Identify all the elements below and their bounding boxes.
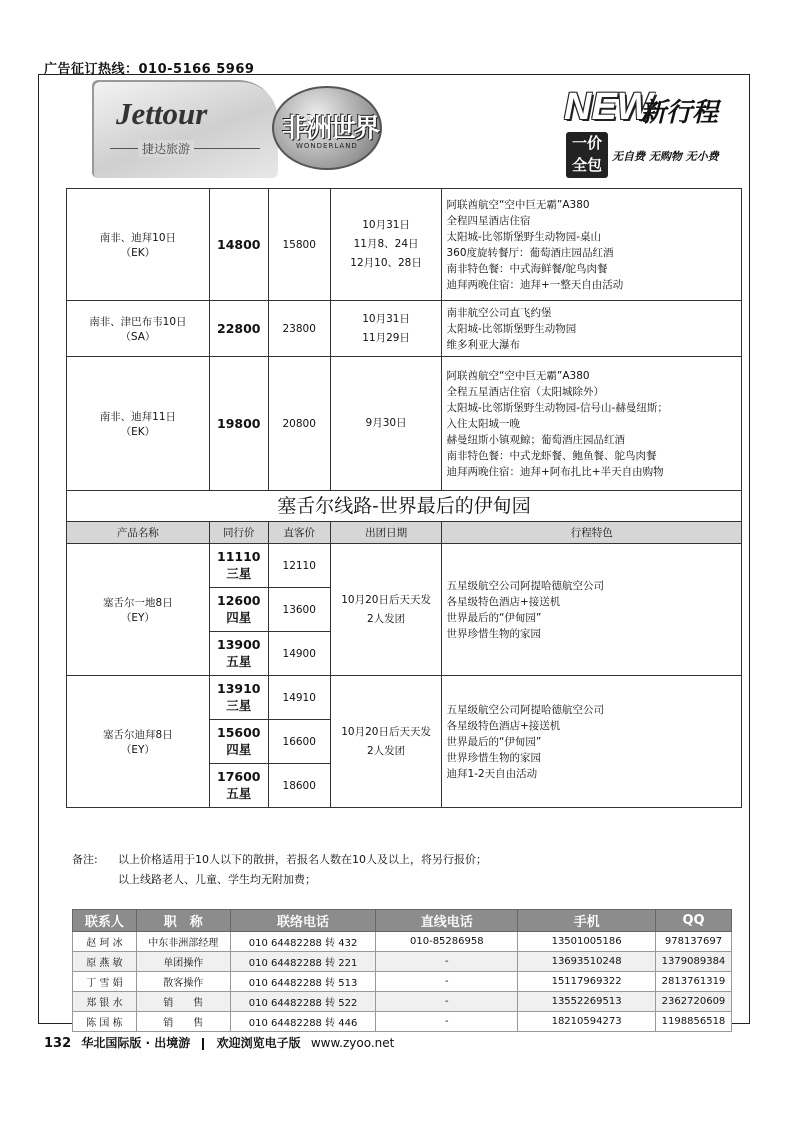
edition-label: 华北国际版 · 出境游: [81, 1036, 191, 1050]
page-number: 132: [44, 1036, 72, 1051]
table-row: 塞舌尔迪拜8日 （EY） 13910 三星 14910 10月20日后天天发 2人发团 五星级航空公司阿提哈德航空公司 各星级特色酒店+接送机 世界最后的“伊甸园” 世界珍惜生物的家园 迪拜1-2天自由活动: [67, 676, 742, 720]
departure-dates: 9月30日: [330, 357, 442, 491]
page-footer: [44, 1034, 394, 1051]
table-row: 南非、迪拜11日 （EK） 19800 20800 9月30日 阿联酋航空“空中巨无霸”A380 全程五星酒店住宿（太阳城除外） 太阳城-比邻斯堡野生动物园-信号山-赫曼纽斯； 入住太阳城一晚 赫曼纽斯小镇观鲸；葡萄酒庄园品红酒 南非特色餐：中式龙虾餐、鲍鱼餐、鸵鸟肉餐 迪拜两晚住宿：迪拜+阿布扎比+半天自由购物: [67, 357, 742, 491]
table-row: 南非、津巴布韦10日 （SA） 22800 23800 10月31日 11月29日 南非航空公司直飞约堡 太阳城-比邻斯堡野生动物园 维多利亚大瀑布: [67, 301, 742, 357]
ad-hotline: 广告征订热线：010-5166 5969: [44, 62, 255, 77]
africa-world-logo: [272, 86, 382, 170]
table-row: 原 燕 敏 单团操作 010 64482288 转 221 - 13693510248 1379089384: [73, 952, 732, 972]
promo-text: 欢迎浏览电子版: [216, 1036, 301, 1050]
retail-price: 16600: [268, 720, 330, 764]
departure-dates: 10月20日后天天发 2人发团: [330, 676, 442, 808]
trade-price-tier: 12600 四星: [209, 588, 268, 632]
column-header: QQ: [655, 910, 731, 932]
product-name: 南非、津巴布韦10日: [89, 315, 187, 328]
table-row: 塞舌尔一地8日 （EY） 11110 三星 12110 10月20日后天天发 2人发团 五星级航空公司阿提哈德航空公司 各星级特色酒店+接送机 世界最后的“伊甸园” 世界珍惜生物的家园: [67, 544, 742, 588]
trade-price: 19800: [209, 357, 268, 491]
table-row: 郑 银 水 销 售 010 64482288 转 522 - 13552269513 2362720609: [73, 992, 732, 1012]
no-fee-tags: 无自费 无购物 无小费: [612, 150, 719, 163]
departure-dates: 10月20日后天天发 2人发团: [330, 544, 442, 676]
table-row: 南非、迪拜10日 （EK） 14800 15800 10月31日 11月8、24日 12月10、28日 阿联酋航空“空中巨无霸”A380 全程四星酒店住宿 太阳城-比邻斯堡野生动物园-桌山 360度旋转餐厅：葡萄酒庄园品红酒 南非特色餐：中式海鲜餐/鸵鸟肉餐 迪拜两晚住宿：迪拜+一整天自由活动: [67, 189, 742, 301]
column-header: 产品名称: [67, 522, 210, 544]
new-itinerary-logo: [564, 88, 744, 180]
column-header: 联络电话: [230, 910, 376, 932]
retail-price: 20800: [268, 357, 330, 491]
column-header: 职 称: [136, 910, 230, 932]
header-logos: [40, 76, 748, 188]
departure-dates: 10月31日 11月29日: [330, 301, 442, 357]
jettour-logo-sub: 捷达旅游: [138, 140, 194, 157]
column-header: 同行价: [209, 522, 268, 544]
note-line: 以上价格适用于10人以下的散拼，若报名人数在10人及以上，将另行报价；: [118, 853, 487, 866]
contacts-table: [72, 909, 732, 1032]
retail-price: 23800: [268, 301, 330, 357]
column-header: 直线电话: [376, 910, 518, 932]
itinerary-features: 五星级航空公司阿提哈德航空公司 各星级特色酒店+接送机 世界最后的“伊甸园” 世界珍惜生物的家园 迪拜1-2天自由活动: [442, 676, 742, 808]
column-header: 出团日期: [330, 522, 442, 544]
trade-price-tier: 17600 五星: [209, 764, 268, 808]
jettour-logo: [92, 80, 278, 178]
departure-dates: 10月31日 11月8、24日 12月10、28日: [330, 189, 442, 301]
table-row: 赵 珂 冰 中东非洲部经理 010 64482288 转 432 010-85286958 13501005186 978137697: [73, 932, 732, 952]
column-header: 联系人: [73, 910, 137, 932]
trade-price-tier: 13910 三星: [209, 676, 268, 720]
retail-price: 18600: [268, 764, 330, 808]
trade-price-tier: 11110 三星: [209, 544, 268, 588]
retail-price: 14900: [268, 632, 330, 676]
note-line: 以上线路老人、儿童、学生均无附加费；: [118, 873, 316, 886]
retail-price: 14910: [268, 676, 330, 720]
itinerary-features: 阿联酋航空“空中巨无霸”A380 全程五星酒店住宿（太阳城除外） 太阳城-比邻斯堡野生动物园-信号山-赫曼纽斯； 入住太阳城一晚 赫曼纽斯小镇观鲸；葡萄酒庄园品红酒 南非特色餐：中式龙虾餐、鲍鱼餐、鸵鸟肉餐 迪拜两晚住宿：迪拜+阿布扎比+半天自由购物: [442, 357, 742, 491]
product-name: 塞舌尔一地8日: [103, 596, 173, 609]
south-africa-table: [66, 188, 742, 491]
itinerary-features: 南非航空公司直飞约堡 太阳城-比邻斯堡野生动物园 维多利亚大瀑布: [442, 301, 742, 357]
jettour-logo-text: Jettour: [116, 96, 208, 131]
table-row: 陈 国 栋 销 售 010 64482288 转 446 - 18210594273 1198856518: [73, 1012, 732, 1032]
retail-price: 15800: [268, 189, 330, 301]
notes-label: 备注:: [72, 853, 98, 866]
column-header: 行程特色: [442, 522, 742, 544]
africa-world-logo-text: 非洲世界: [282, 114, 379, 144]
table-row: 丁 雪 娟 散客操作 010 64482288 转 513 - 15117969322 2813761319: [73, 972, 732, 992]
column-header: 手机: [518, 910, 656, 932]
itinerary-features: 阿联酋航空“空中巨无霸”A380 全程四星酒店住宿 太阳城-比邻斯堡野生动物园-桌山 360度旋转餐厅：葡萄酒庄园品红酒 南非特色餐：中式海鲜餐/鸵鸟肉餐 迪拜两晚住宿：迪拜+一整天自由活动: [442, 189, 742, 301]
retail-price: 13600: [268, 588, 330, 632]
column-header: 直客价: [268, 522, 330, 544]
trade-price-tier: 15600 四星: [209, 720, 268, 764]
seychelles-table: [66, 521, 742, 808]
africa-world-logo-sub: WONDERLAND: [296, 142, 358, 150]
new-itinerary-title: 新行程: [640, 98, 719, 128]
retail-price: 12110: [268, 544, 330, 588]
itinerary-features: 五星级航空公司阿提哈德航空公司 各星级特色酒店+接送机 世界最后的“伊甸园” 世界珍惜生物的家园: [442, 544, 742, 676]
product-name: 塞舌尔迪拜8日: [103, 728, 173, 741]
trade-price: 14800: [209, 189, 268, 301]
seychelles-section-title: 塞舌尔线路-世界最后的伊甸园: [66, 490, 742, 522]
product-name: 南非、迪拜10日: [99, 231, 177, 244]
contacts-header-row: [73, 910, 732, 932]
product-name: 南非、迪拜11日: [99, 410, 177, 423]
all-inclusive-badge: 一价全包: [566, 132, 608, 178]
new-word: NEW: [564, 86, 653, 128]
trade-price-tier: 13900 五星: [209, 632, 268, 676]
website-link[interactable]: www.zyoo.net: [310, 1036, 395, 1050]
trade-price: 22800: [209, 301, 268, 357]
table-header-row: [67, 522, 742, 544]
